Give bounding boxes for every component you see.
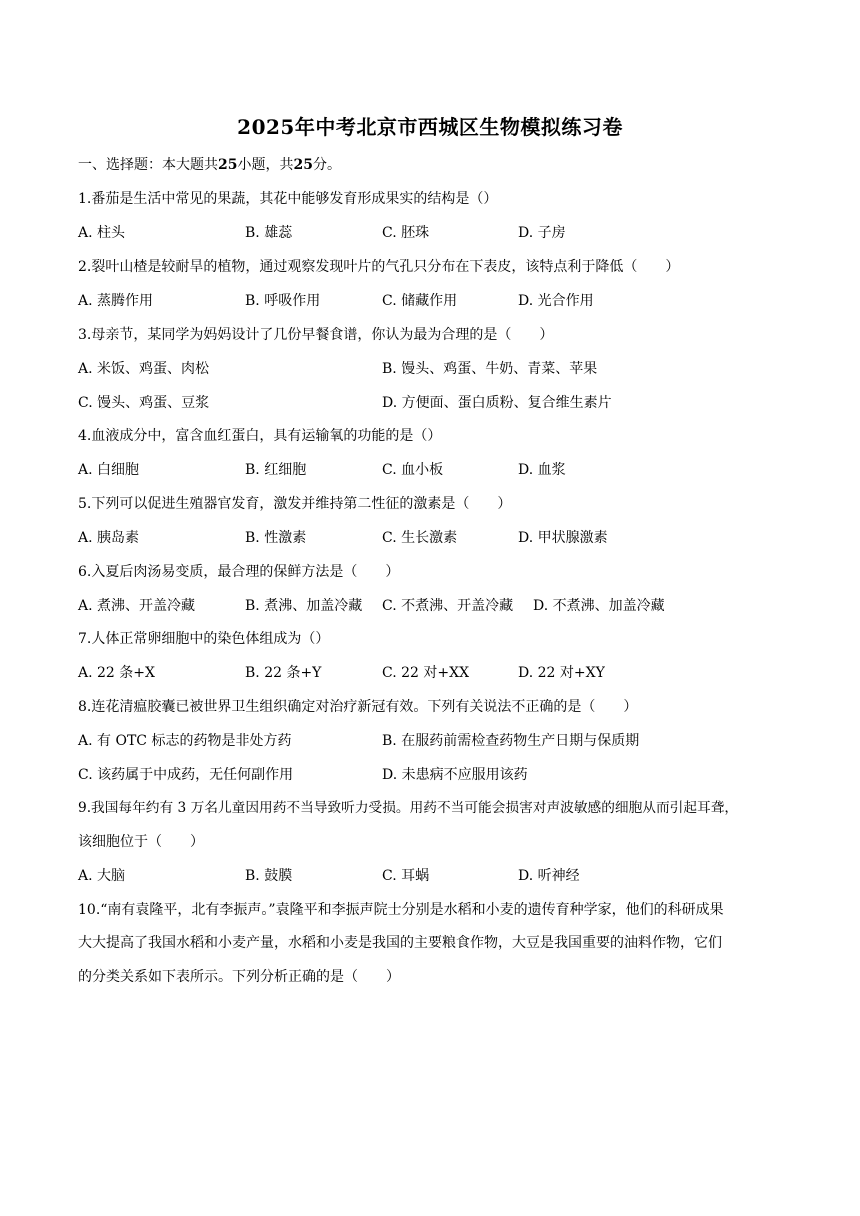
section-prefix: 一、选择题：本大题共 [78, 157, 218, 173]
question-3-stem: 3.母亲节，某同学为妈妈设计了几份早餐食谱，你认为最为合理的是（ ） [78, 327, 554, 343]
q5-option-b[interactable]: B. 性激素 [245, 530, 307, 546]
q8-option-b[interactable]: B. 在服药前需检查药物生产日期与保质期 [382, 733, 640, 749]
question-5-stem: 5.下列可以促进生殖器官发育，激发并维持第二性征的激素是（ ） [78, 496, 512, 512]
q4-option-a[interactable]: A. 白细胞 [78, 462, 140, 478]
q3-option-b[interactable]: B. 馒头、鸡蛋、牛奶、青菜、苹果 [382, 361, 598, 377]
q8-option-c[interactable]: C. 该药属于中成药，无任何副作用 [78, 767, 294, 783]
question-8-stem: 8.连花清瘟胶囊已被世界卫生组织确定对治疗新冠有效。下列有关说法不正确的是（ ） [78, 699, 638, 715]
q6-option-d[interactable]: D. 不煮沸、加盖冷藏 [533, 598, 665, 614]
q5-option-d[interactable]: D. 甲状腺激素 [518, 530, 608, 546]
q4-option-b[interactable]: B. 红细胞 [245, 462, 307, 478]
q8-option-a[interactable]: A. 有 OTC 标志的药物是非处方药 [78, 733, 292, 749]
q9-option-d[interactable]: D. 听神经 [518, 868, 580, 884]
q7-option-c[interactable]: C. 22 对+XX [382, 665, 470, 681]
q6-option-b[interactable]: B. 煮沸、加盖冷藏 [245, 598, 363, 614]
q8-option-d[interactable]: D. 未患病不应服用该药 [382, 767, 528, 783]
q2-option-b[interactable]: B. 呼吸作用 [245, 293, 321, 309]
q1-option-a[interactable]: A. 柱头 [78, 225, 126, 241]
q7-option-a[interactable]: A. 22 条+X [78, 665, 155, 681]
q5-option-c[interactable]: C. 生长激素 [382, 530, 458, 546]
q3-option-d[interactable]: D. 方便面、蛋白质粉、复合维生素片 [382, 395, 612, 411]
q7-option-b[interactable]: B. 22 条+Y [245, 665, 322, 681]
q1-option-b[interactable]: B. 雄蕊 [245, 225, 293, 241]
q9-option-a[interactable]: A. 大脑 [78, 868, 126, 884]
question-4-stem: 4.血液成分中，富含血红蛋白，具有运输氧的功能的是（） [78, 428, 442, 444]
q2-option-d[interactable]: D. 光合作用 [518, 293, 594, 309]
section-suffix: 分。 [312, 157, 341, 173]
q4-option-d[interactable]: D. 血浆 [518, 462, 566, 478]
q3-option-a[interactable]: A. 米饭、鸡蛋、肉松 [78, 361, 210, 377]
q5-option-a[interactable]: A. 胰岛素 [78, 530, 140, 546]
question-10-stem-line-1: 10.“南有袁隆平，北有李振声。”袁隆平和李振声院士分别是水稻和小麦的遗传育种学家，他们的科研成果 [78, 902, 724, 918]
q6-option-a[interactable]: A. 煮沸、开盖冷藏 [78, 598, 196, 614]
question-10-stem-line-2: 大大提高了我国水稻和小麦产量，水稻和小麦是我国的主要粮食作物，大豆是我国重要的油料作物，它们 [78, 935, 722, 951]
question-1-stem: 1.番茄是生活中常见的果蔬，其花中能够发育形成果实的结构是（） [78, 191, 498, 207]
q7-option-d[interactable]: D. 22 对+XY [518, 665, 605, 681]
question-7-stem: 7.人体正常卵细胞中的染色体组成为（） [78, 631, 330, 647]
q9-option-b[interactable]: B. 鼓膜 [245, 868, 293, 884]
exam-title: 2025年中考北京市西城区生物模拟练习卷 [237, 115, 623, 139]
q6-option-c[interactable]: C. 不煮沸、开盖冷藏 [382, 598, 514, 614]
q1-option-c[interactable]: C. 胚珠 [382, 225, 430, 241]
section-heading [78, 155, 341, 175]
question-count: 25 [218, 157, 238, 173]
section-middle: 小题，共 [237, 157, 294, 173]
question-2-stem: 2.裂叶山楂是较耐旱的植物，通过观察发现叶片的气孔只分布在下表皮，该特点利于降低（ ） [78, 259, 680, 275]
q1-option-d[interactable]: D. 子房 [518, 225, 566, 241]
q4-option-c[interactable]: C. 血小板 [382, 462, 444, 478]
question-6-stem: 6.入夏后肉汤易变质，最合理的保鲜方法是（ ） [78, 564, 400, 580]
question-10-stem-line-3: 的分类关系如下表所示。下列分析正确的是（ ） [78, 969, 400, 985]
q3-option-c[interactable]: C. 馒头、鸡蛋、豆浆 [78, 395, 210, 411]
question-9-stem-line-1: 9.我国每年约有 3 万名儿童因用药不当导致听力受损。用药不当可能会损害对声波敏感的细胞从而引起耳聋， [78, 800, 739, 816]
q9-option-c[interactable]: C. 耳蜗 [382, 868, 430, 884]
total-score: 25 [293, 157, 313, 173]
q2-option-c[interactable]: C. 储藏作用 [382, 293, 458, 309]
question-9-stem-line-2: 该细胞位于（ ） [78, 834, 204, 850]
q2-option-a[interactable]: A. 蒸腾作用 [78, 293, 154, 309]
